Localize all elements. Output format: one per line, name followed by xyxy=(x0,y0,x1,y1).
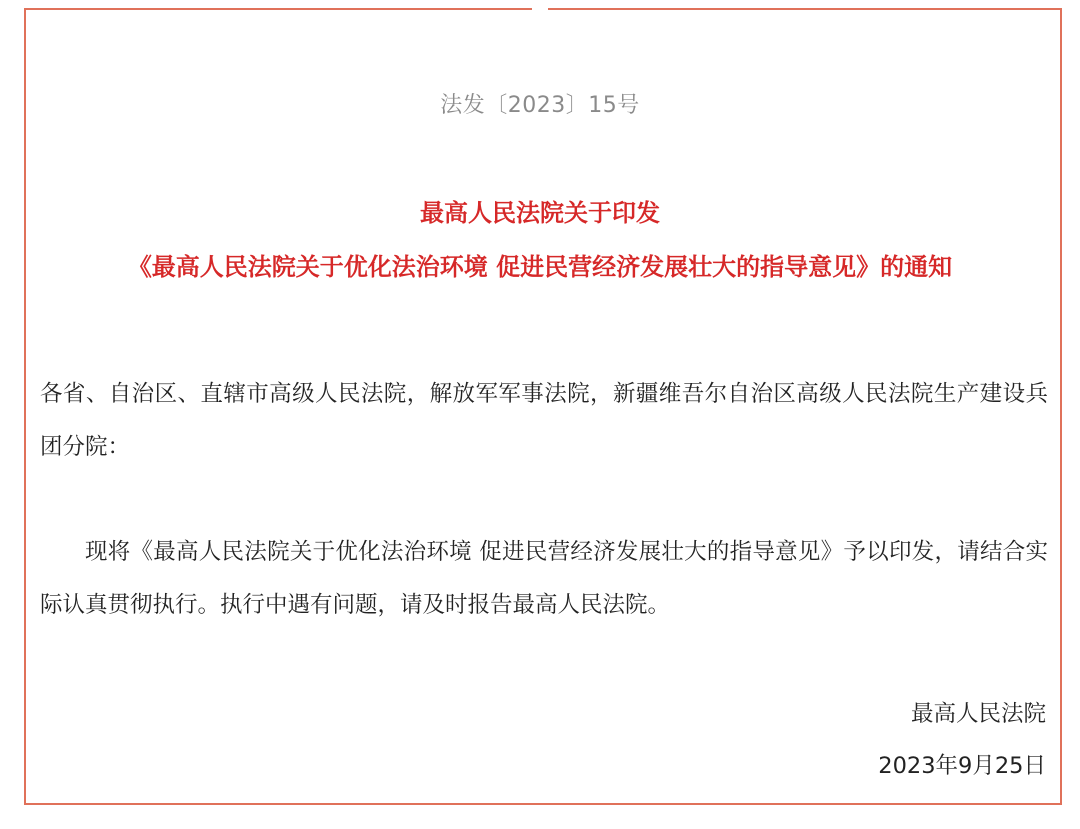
document-title-line-2: 《最高人民法院关于优化法治环境 促进民营经济发展壮大的指导意见》的通知 xyxy=(127,253,953,281)
addressee-paragraph: 各省、自治区、直辖市高级人民法院，解放军军事法院，新疆维吾尔自治区高级人民法院生产建设兵团分院： xyxy=(40,381,1048,460)
document-number: 法发〔2023〕15号 xyxy=(440,93,640,118)
body-paragraph: 现将《最高人民法院关于优化法治环境 促进民营经济发展壮大的指导意见》予以印发，请结合实际认真贯彻执行。执行中遇有问题，请及时报告最高人民法院。 xyxy=(40,539,1048,618)
signer-name: 最高人民法院 xyxy=(910,701,1046,727)
signature-date: 2023年9月25日 xyxy=(878,753,1046,779)
frame-top-gap xyxy=(532,6,548,12)
document-title-line-1: 最高人民法院关于印发 xyxy=(420,199,660,227)
